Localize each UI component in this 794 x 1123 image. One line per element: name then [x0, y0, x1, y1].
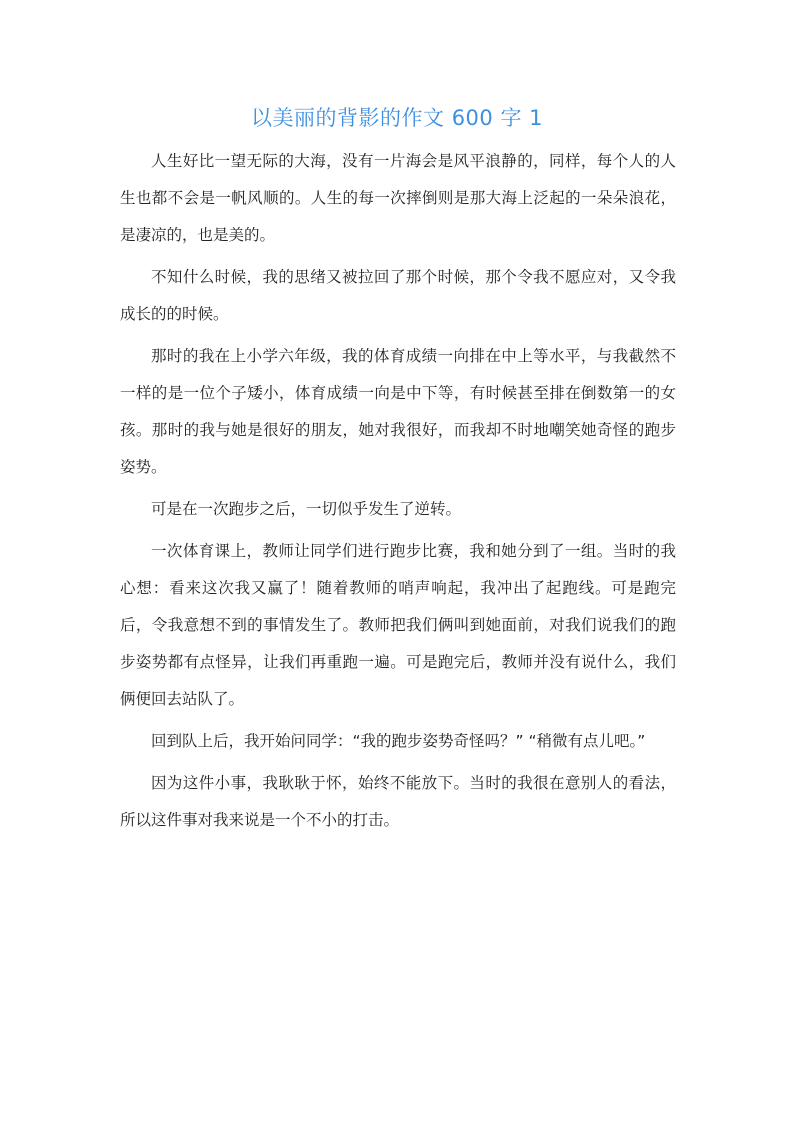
paragraph: 一次体育课上，教师让同学们进行跑步比赛，我和她分到了一组。当时的我心想：看来这次我又赢了！随着教师的哨声响起，我冲出了起跑线。可是跑完后，令我意想不到的事情发生了。教师把我们俩叫到她面前，对我们说我们的跑步姿势都有点怪异，让我们再重跑一遍。可是跑完后，教师并没有说什么，我们俩便回去站队了。: [120, 542, 676, 708]
document-body: [120, 143, 676, 844]
document-title: 以美丽的背影的作文 600 字 1: [251, 106, 543, 130]
paragraph: 回到队上后，我开始问同学：“我的跑步姿势奇怪吗？” “稍微有点儿吧。”: [151, 732, 646, 750]
paragraph: 可是在一次跑步之后，一切似乎发生了逆转。: [151, 500, 462, 518]
paragraph: 人生好比一望无际的大海，没有一片海会是风平浪静的，同样，每个人的人生也都不会是一帆风顺的。人生的每一次摔倒则是那大海上泛起的一朵朵浪花，是凄凉的，也是美的。: [120, 152, 676, 244]
paragraph: 不知什么时候，我的思绪又被拉回了那个时候，那个令我不愿应对，又令我成长的的时候。: [120, 268, 676, 323]
paragraph: 那时的我在上小学六年级，我的体育成绩一向排在中上等水平，与我截然不一样的是一位个子矮小，体育成绩一向是中下等，有时候甚至排在倒数第一的女孩。那时的我与她是很好的朋友，她对我很好，而我却不时地嘲笑她奇怪的跑步姿势。: [120, 347, 676, 476]
paragraph: 因为这件小事，我耿耿于怀，始终不能放下。当时的我很在意别人的看法，所以这件事对我来说是一个不小的打击。: [120, 774, 676, 829]
